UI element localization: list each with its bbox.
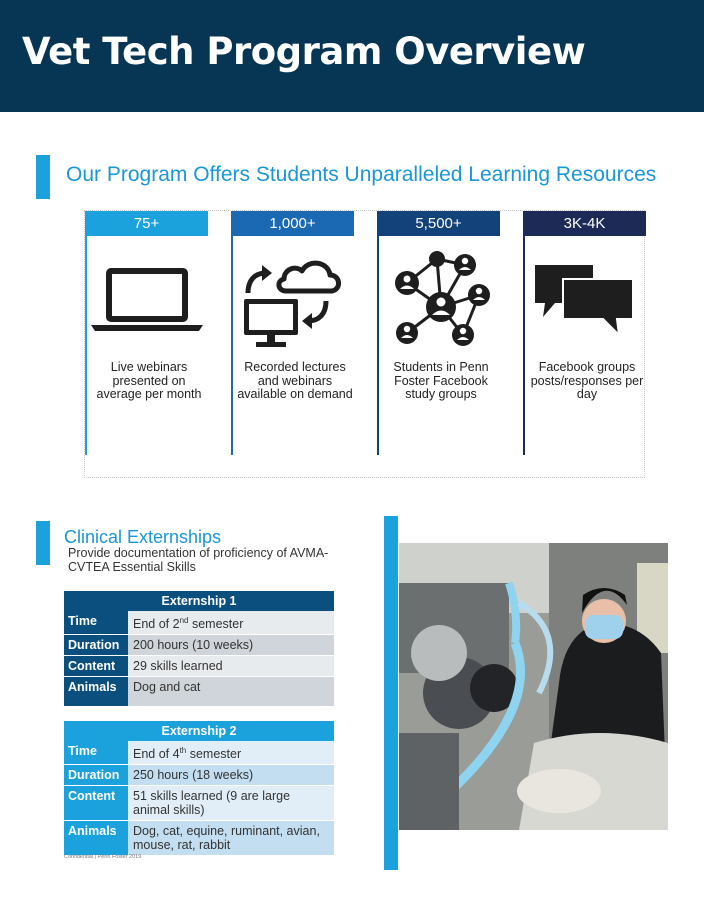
row-label: Time [64,611,128,635]
confidential-footer: Confidential | Penn Foster 2019 [64,854,142,860]
row-value: 250 hours (18 weeks) [128,765,334,786]
header-banner [0,0,704,112]
section1-accent-bar [36,155,50,199]
section2-accent-bar [36,521,50,565]
stat-description: Students in Penn Foster Facebook study groups [393,360,489,401]
stat-facebook-students [377,211,500,455]
row-value: End of 4th semester [128,741,334,765]
row-value: Dog, cat, equine, ruminant, avian, mouse, rat, rabbit [128,821,334,856]
table-row [64,677,334,707]
stat-facebook-posts [523,211,646,455]
table-row [64,786,334,821]
row-value: 29 skills learned [128,656,334,677]
section1-title: Our Program Offers Students Unparalleled Learning Resources [66,163,657,186]
row-value: End of 2nd semester [128,611,334,635]
stat-value: 3K-4K [523,211,646,236]
row-value: 200 hours (10 weeks) [128,635,334,656]
row-label: Duration [64,635,128,656]
section2-subtitle: Provide documentation of proficiency of AVMA-CVTEA Essential Skills [68,546,329,574]
page-title: Vet Tech Program Overview [22,30,586,73]
stat-recorded-lectures [231,211,354,455]
externship-1-title: Externship 1 [64,591,334,611]
row-label: Content [64,656,128,677]
row-value: 51 skills learned (9 are large animal skills) [128,786,334,821]
row-label: Animals [64,821,128,856]
externship-2-title: Externship 2 [64,721,334,741]
row-value: Dog and cat [128,677,334,707]
vet-procedure-photo [399,543,668,830]
photo-accent-bar [384,516,398,870]
stat-live-webinars [85,211,208,455]
stat-description: Live webinars presented on average per month [96,360,202,401]
table-row [64,656,334,677]
stat-description: Recorded lectures and webinars available on demand [237,360,353,401]
table-row [64,611,334,635]
laptop-icon [85,249,208,349]
stat-value: 75+ [85,211,208,236]
table-row [64,741,334,765]
chat-bubbles-icon [523,249,646,349]
stats-grid [84,210,645,478]
stat-value: 5,500+ [377,211,500,236]
row-label: Animals [64,677,128,707]
row-label: Content [64,786,128,821]
row-label: Time [64,741,128,765]
section2-title: Clinical Externships [64,527,222,547]
table-row [64,635,334,656]
row-label: Duration [64,765,128,786]
table-row [64,765,334,786]
stat-value: 1,000+ [231,211,354,236]
network-people-icon [377,249,500,349]
cloud-monitor-sync-icon [231,249,354,349]
externship-1-table [64,591,334,707]
externship-2-table [64,721,334,856]
table-row [64,821,334,856]
stat-description: Facebook groups posts/responses per day [530,360,644,401]
